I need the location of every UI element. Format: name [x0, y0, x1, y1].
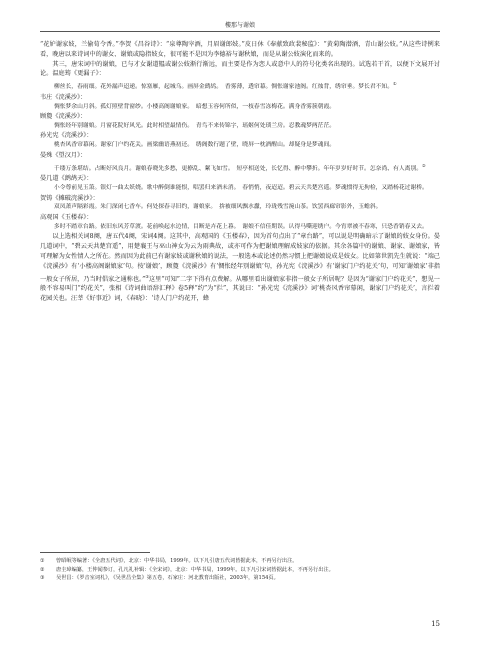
main-text	[40, 40, 440, 304]
poem-text	[40, 79, 440, 93]
poem-body: 柳丝长，春雨细。花外漏声迢递。惊塞雁，起城乌。画屏金鹧鸪。 香雾薄，透帘幕。惆怅谢家池阁。红烛背，绣帘垂。梦长君不知。	[53, 84, 394, 91]
running-header: 樓那与谢娘	[224, 22, 255, 29]
poem-source: 顾敻《浣溪沙》：	[40, 113, 87, 121]
footnote	[40, 574, 440, 583]
poem-body: 千缕万条堪结。占断好风良月。谢娘春晓先多愁，更撩乱、絮飞如雪。 短亭相送处，长忆得、醉中攀折。年年岁岁好时节。怎奈尚、有人离别。	[53, 165, 423, 172]
page-number: 15	[431, 620, 440, 628]
footnote-rule	[40, 552, 150, 553]
footnote-number: ③	[40, 575, 45, 582]
footnote-text: 唐圭璋编纂，王仲闻参订，孔凡礼补辑：《全宋词》，北京：中华书局，1999年。以下凡引宋词皆据此本，不再另行出注。	[56, 566, 334, 573]
poem-source: 贺铸《摊破浣溪沙》：	[40, 194, 99, 202]
poem-text: 小令尊前见玉箫。银灯一曲太妖娆。歌中醉倒谁能恨，唱罢归来酒未消。 春悄悄，夜迢迢。碧云天共楚宫遥。梦魂惯得无拘检，又踏杨花过谢桥。	[53, 184, 428, 191]
footnotes	[40, 557, 440, 583]
poem-text: 惆怅梦余山月斜。孤灯照壁背窗纱。小楼高阁谢娘家。 暗想玉容何所似，一枝春雪冻梅花。满身香雾簇朝霞。	[53, 103, 336, 110]
footnote	[40, 557, 440, 566]
poem-text: 双凤萧声隔彩霞。朱门深闭七香车。何处探春寻旧约，谢娘家。 拚被细风飘水纛，玲珑残雪涴山茶。饮罢西廊帘影外，玉蟾斜。	[53, 204, 382, 211]
footnote-number: ①	[40, 558, 45, 564]
footnote-number: ②	[40, 566, 45, 573]
header-rule	[40, 31, 440, 32]
footnote-mark: ③	[145, 273, 149, 279]
paragraph	[40, 232, 440, 304]
footnote-mark: ①	[393, 81, 397, 87]
poem-text	[40, 161, 440, 175]
poem-source: 晏殊《望汉月》：	[40, 151, 87, 159]
poem-source: 孙光宪《浣溪沙》：	[40, 132, 93, 140]
poem-source: 韦庄《浣溪沙》：	[40, 93, 87, 101]
poem-source: 高观国《玉楼春》：	[40, 213, 93, 221]
paragraph: 其三，唐宋词中的谢娘，已与才女谢道韫或谢公妓渐行渐远，而主要是作为恋人或意中人的符号化类名出现的。试选若干首，以便下文展开讨论。温庭筠《更漏子》：	[40, 60, 440, 78]
poem-text: 多时不踏章台路。依旧东风芳草渡。花前唤起水边情，目断是卉花上暮。 谢娘不信佳期误。认得马嘶迎绣户。今宵翠被不春寒，只恐香销春又去。	[53, 223, 428, 230]
poem-text: 惆怅经年别谢娘。月窗花院好风光。此时相望最情伤。 青鸟不来传锦字，瑶姬何处琐兰房。忍教魂梦两茫茫。	[53, 122, 336, 129]
footnote-mark: ②	[422, 162, 426, 168]
paragraph: “花妒谢家妓，兰偷荀令香。”李贺《昌谷诗》：“泉尊陶宰酒，月眉谢郎妓。”皮日休《奉献致政裴秘监》：“黄菊陶潜酒，青山谢公妓。”从这些诗例来看，晚唐以来诗词中的谢女、谢娘或隐指妓女，很可能不是因为李德裕与谢秋娘，而是从谢公妓演化而来的。	[40, 41, 440, 58]
poem-text: 桃杏风香帘幕闲。谢家门户约花关。画梁幽语燕初还。 绣阁数行题了壁，晓屏一枕酒醒山。却疑身是梦魂间。	[53, 142, 336, 149]
footnote-text: 曾昭岷等编著：《全唐五代词》，北京：中华书局，1999年。以下凡引唐五代词皆据此本，不再另行出注。	[56, 558, 298, 564]
footnote-text: 吴世昌：《罗音室词札》，《吴世昌全集》第五卷，石家庄：河北教育出版社，2003年，第154页。	[56, 575, 279, 582]
footnote	[40, 566, 440, 575]
paragraph-body: 以上选相关词8阕，唐五代4阕，宋词4阕。这其中，高观国的《玉楼春》，因为首句点出了“章台路”，可以说是明确暗示了谢娘的妓女身份。晏几道词中，“碧云天共楚宫遥”，用楚襄王与巫山神女为云为雨典故，或亦可作为把谢娘理解成妓家的依据。其余各篇中的谢娘、谢家、谢娘家，皆可理解为女性情人之所在。然而因为此前已有谢家妓或谢秋娘的说法，一般选本或论述仍然习惯上把谢娘说成是妓女。比如第世凯先生就说：“端己《浣溪沙》有‘小楼高阁谢娘家’句。按‘谢娘’，顾敻《浣溪沙》有‘惆怅经年别谢娘’句，孙光宪《浣溪沙》有‘谢家门户约花关’句，可知‘谢娘家’非指一般女子所居，乃当时倡家之通称也。”	[40, 233, 440, 283]
paragraph-body: 这里“可知”二字下得有点费解。从哪里看出谢娘家非指一般女子所居呢？是因为“谢家门户约花关”，想见一般不容易叫门“约花关”，张相《诗词曲语辞汇释》卷5释“约”为“拦”，其说曰：“孙光宪《浣溪沙》词‘桃杏风香帘幕闲，谢家门户约花关’，言拦着花园关也。汪莘《好事近》词，《春晓》：‘诗人门户约花开，蜂	[40, 275, 440, 303]
poem-source: 晏几道《鹧鸪天》：	[40, 175, 93, 183]
